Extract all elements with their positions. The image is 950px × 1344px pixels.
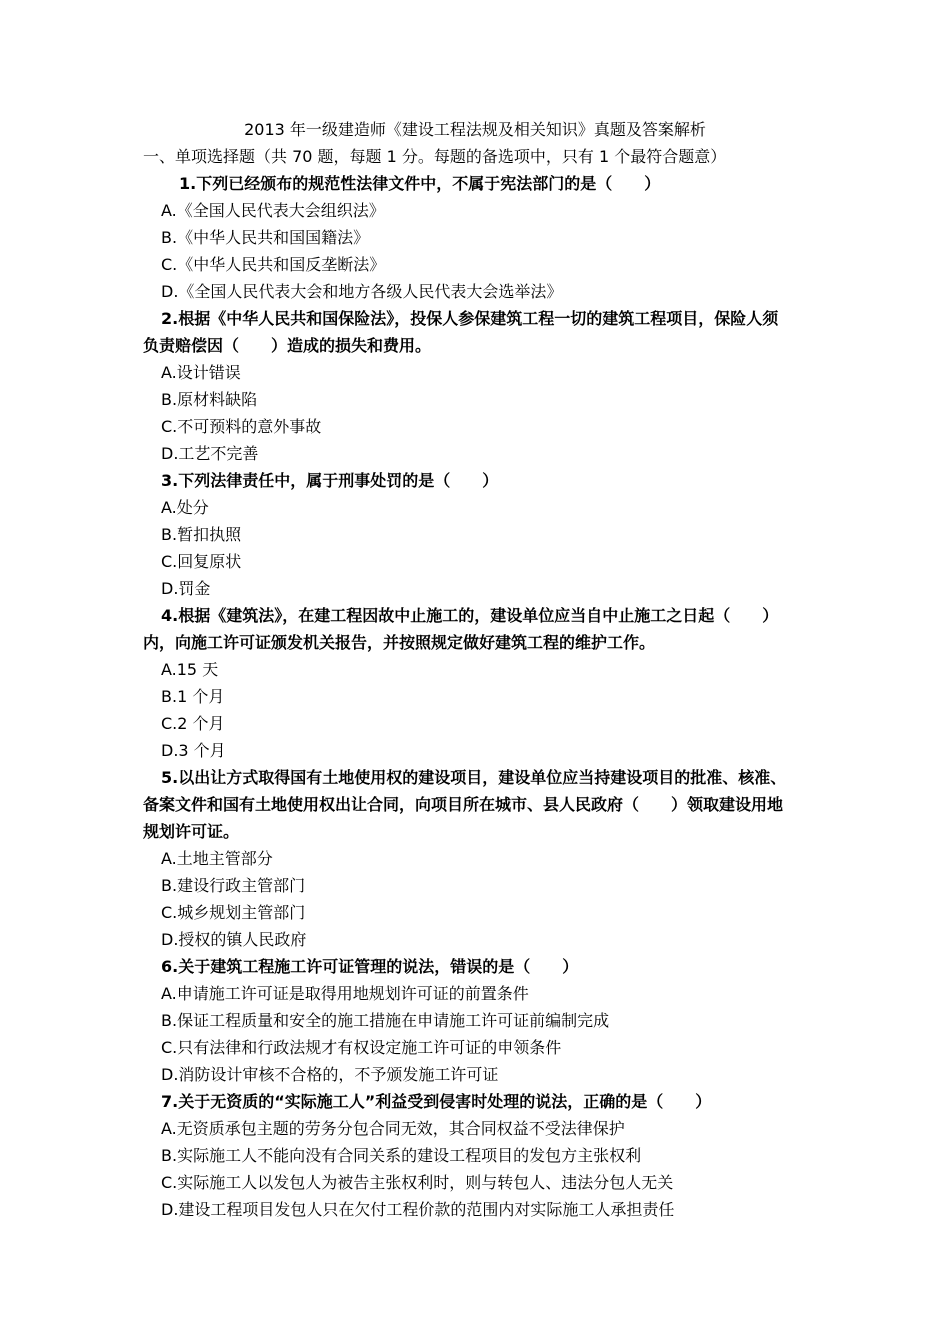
question-5-option-b: B.建设行政主管部门: [161, 876, 306, 895]
question-4-option-a: A.15 天: [161, 660, 219, 679]
question-2-option-c: C.不可预料的意外事故: [161, 417, 322, 436]
question-3-option-c: C.回复原状: [161, 552, 242, 571]
question-4-option-b: B.1 个月: [161, 687, 225, 706]
question-5-option-c: C.城乡规划主管部门: [161, 903, 306, 922]
question-3-option-d: D.罚金: [161, 579, 211, 598]
document-title: 2013 年一级建造师《建设工程法规及相关知识》真题及答案解析: [244, 120, 706, 139]
question-7-option-b: B.实际施工人不能向没有合同关系的建设工程项目的发包方主张权利: [161, 1146, 642, 1165]
question-2-option-d: D.工艺不完善: [161, 444, 259, 463]
question-5-continued-2: 规划许可证。: [143, 822, 240, 841]
section-heading: 一、单项选择题（共 70 题，每题 1 分。每题的备选项中，只有 1 个最符合题意）: [143, 147, 727, 166]
question-3-option-a: A.处分: [161, 498, 209, 517]
question-4: 4.根据《建筑法》，在建工程因故中止施工的，建设单位应当自中止施工之日起（ ）: [161, 606, 779, 625]
question-6-option-a: A.申请施工许可证是取得用地规划许可证的前置条件: [161, 984, 529, 1003]
question-2: 2.根据《中华人民共和国保险法》，投保人参保建筑工程一切的建筑工程项目，保险人须: [161, 309, 779, 328]
question-1: 1.下列已经颁布的规范性法律文件中，不属于宪法部门的是（ ）: [179, 174, 661, 193]
question-7-option-d: D.建设工程项目发包人只在欠付工程价款的范围内对实际施工人承担责任: [161, 1200, 675, 1219]
question-5-option-d: D.授权的镇人民政府: [161, 930, 307, 949]
question-4-option-c: C.2 个月: [161, 714, 225, 733]
question-2-option-b: B.原材料缺陷: [161, 390, 258, 409]
question-6-option-b: B.保证工程质量和安全的施工措施在申请施工许可证前编制完成: [161, 1011, 610, 1030]
question-6: 6.关于建筑工程施工许可证管理的说法，错误的是（ ）: [161, 957, 579, 976]
question-4-option-d: D.3 个月: [161, 741, 226, 760]
question-1-option-d: D.《全国人民代表大会和地方各级人民代表大会选举法》: [161, 282, 563, 301]
question-2-continued: 负责赔偿因（ ）造成的损失和费用。: [143, 336, 432, 355]
question-3-option-b: B.暂扣执照: [161, 525, 242, 544]
question-2-option-a: A.设计错误: [161, 363, 241, 382]
question-3: 3.下列法律责任中，属于刑事处罚的是（ ）: [161, 471, 499, 490]
question-5-continued: 备案文件和国有土地使用权出让合同，向项目所在城市、县人民政府（ ）领取建设用地: [143, 795, 784, 814]
question-5: 5.以出让方式取得国有土地使用权的建设项目，建设单位应当持建设项目的批准、核准、: [161, 768, 787, 787]
question-6-option-c: C.只有法律和行政法规才有权设定施工许可证的申领条件: [161, 1038, 562, 1057]
question-6-option-d: D.消防设计审核不合格的，不予颁发施工许可证: [161, 1065, 499, 1084]
question-7-option-a: A.无资质承包主题的劳务分包合同无效，其合同权益不受法律保护: [161, 1119, 625, 1138]
question-1-option-b: B.《中华人民共和国国籍法》: [161, 228, 370, 247]
question-7: 7.关于无资质的“实际施工人”利益受到侵害时处理的说法，正确的是（ ）: [161, 1092, 712, 1111]
question-5-option-a: A.土地主管部分: [161, 849, 273, 868]
question-7-option-c: C.实际施工人以发包人为被告主张权利时，则与转包人、违法分包人无关: [161, 1173, 674, 1192]
document-body: [143, 143, 823, 1223]
question-1-option-a: A.《全国人民代表大会组织法》: [161, 201, 385, 220]
question-4-continued: 内，向施工许可证颁发机关报告，并按照规定做好建筑工程的维护工作。: [143, 633, 656, 652]
question-1-option-c: C.《中华人民共和国反垄断法》: [161, 255, 386, 274]
